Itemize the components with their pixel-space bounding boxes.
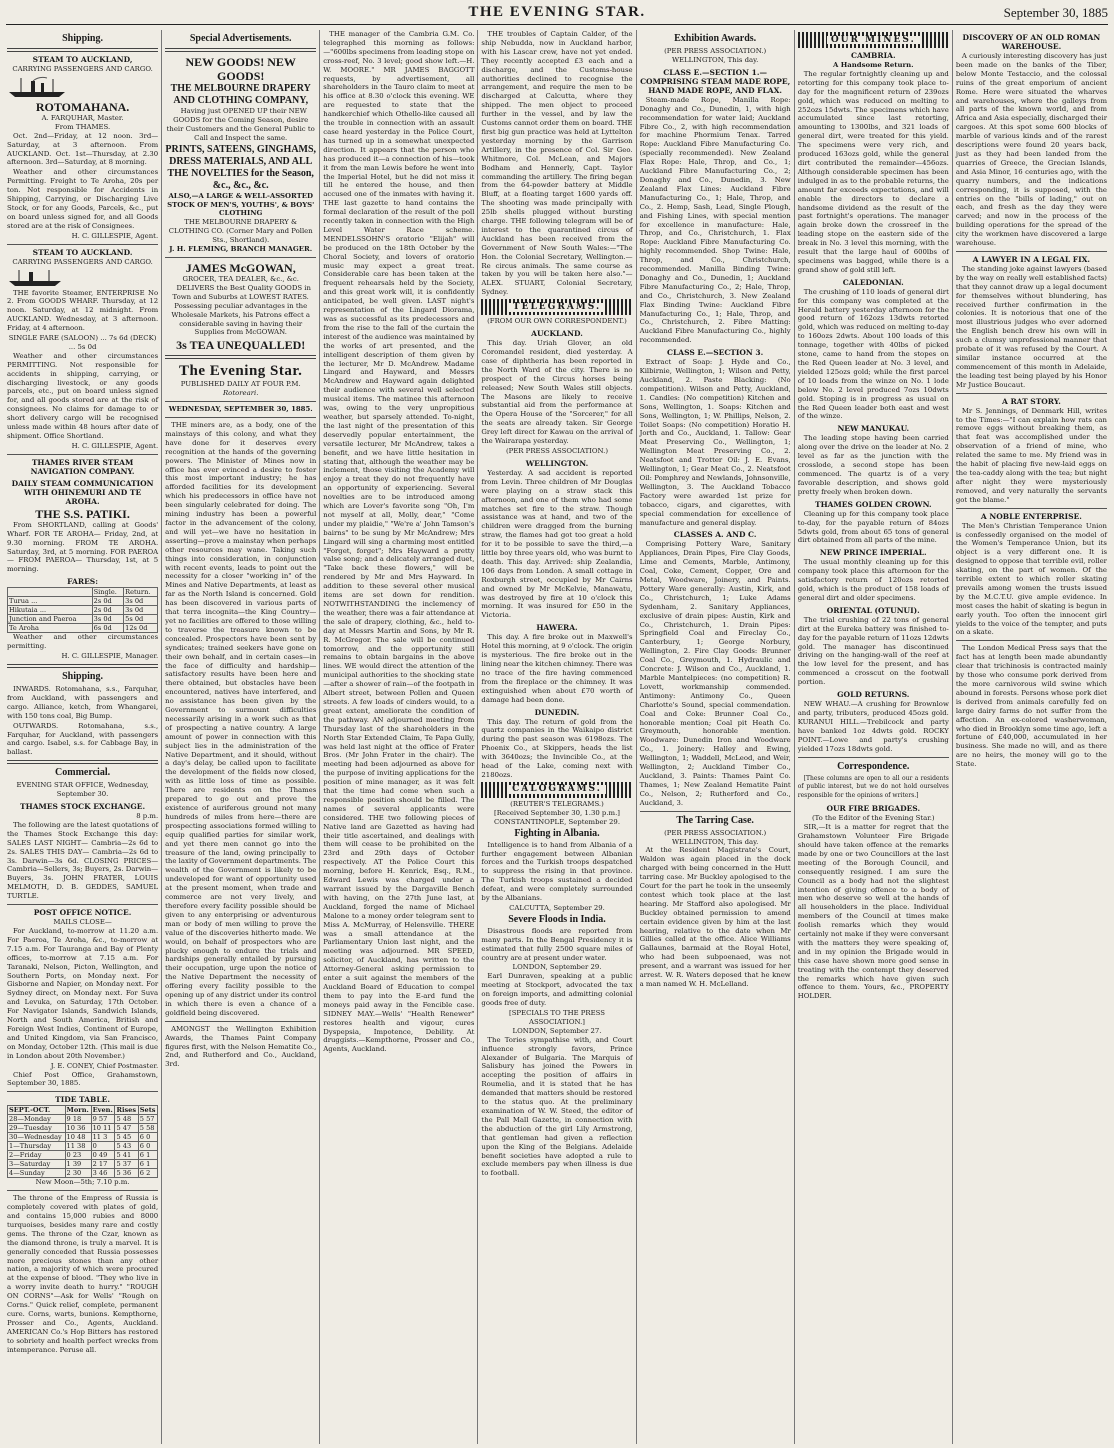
tide-cell: 10 48: [65, 1133, 91, 1142]
tide-cell: 6 2: [138, 1169, 157, 1178]
london-text: Earl Dunraven, speaking at a public meeting at Stockport, advocated the tax on foreign imports, and admitting colonial goods free of duty.: [481, 972, 633, 1008]
prints-list: PRINTS, SATEENS, GINGHAMS, DRESS MATERIALS, AND ALL THE NOVELTIES for the Season, &c., &c., &c.: [165, 143, 317, 191]
ship1-times: Oct. 2nd—Friday, at 12 noon. 3rd—Saturday, at 3 afternoon. From AUCKLAND. Oct. 1st—Thursday, at 2.30 afternoon. 3rd—Saturday, at 8 morning.: [7, 131, 159, 167]
auckland-text: This day. Uriah Glover, an old Coromandel resident, died yesterday. A case of diphtheria has been reported in the North Ward of the city. There is no prospect of the Circus horses being released; New South Wales still objects. The Masons are likely to receive substantial aid from the performance at the Opera House of the "Sorcerer," for all the seats are already taken. Sir George Grey left direct for Kawau on the arrival of the Wairarapa yesterday.: [481, 339, 633, 446]
cambria-sub: A Handsome Return.: [833, 61, 914, 69]
column-7: [953, 30, 1110, 1444]
tide-col-header: Rises: [115, 1106, 138, 1115]
fares-row: [8, 597, 158, 606]
outwards: OUTWARDS. Rotomahana, s.s., Farquhar, for Auckland, with passengers and cargo. Isabel, s.s. for Cabbage Bay, in ballast.: [7, 721, 159, 757]
commercial-heading: Commercial.: [55, 767, 111, 779]
fares-cell: Te Aroha: [8, 624, 93, 633]
fares-note: Weather and other circumstances permitting.: [7, 633, 159, 651]
tide-cell: 28—Monday: [8, 1115, 66, 1124]
tide-moon: New Moon—5th; 7.10 p.m.: [35, 1178, 130, 1187]
london2-line: LONDON, September 27.: [512, 1026, 602, 1035]
fares-cell: [8, 588, 93, 597]
ship1-master: A. FARQUHAR, Master.: [41, 113, 124, 122]
tide-row: [8, 1169, 158, 1178]
tide-cell: 10 11: [91, 1124, 115, 1133]
auckland-heading: AUCKLAND.: [531, 329, 583, 339]
roman-text: A curiously interesting discovery has just been made on the banks of the Tiber, below Monte Testaccio, and the colossal ruins of the great emporium of ancient Rome. Here were situated the wharves and warehouses, where the galleys from all parts of the known world, and from Africa and Asia especially, discharged their cargoes. At this spot some 600 blocks of marble of various kinds and of the rarest descriptions were found 20 years back, just as they had been landed from the quarries of Greece, the Grecian Islands, and Asia Minor, 16 centuries ago, with the quarry numbers, and the indications corresponding, it is supposed, with the entries on the "bills of lading," out on each, and fresh as the day they were carved; and now in the process of the building operations for the spread of the city the workmen have discovered a large warehouse.: [955, 52, 1107, 248]
tide-cell: 10 36: [65, 1124, 91, 1133]
tide-col-header: SEPT.-OCT.: [8, 1106, 66, 1115]
lawyer-heading: A LAWYER IN A LEGAL FIX.: [972, 254, 1091, 264]
river-title: THAMES RIVER STEAM NAVIGATION COMPANY.: [30, 457, 135, 476]
press-association-1: (PER PRESS ASSOCIATION.): [505, 446, 609, 455]
branch-manager: J. H. FLEMING, BRANCH MANAGER.: [169, 245, 313, 254]
fares-cell: 6s 0d: [92, 624, 124, 633]
lawyer-text: The standing joke against lawyers (based by the way on really well established facts) that they cannot draw up a legal document for themselves without blundering, has received further confirmation in the colonies. It is notorious that one of the most illustrious judges who ever adorned the English bench drew his own will in such a clumsy unprofessional manner that probate of it was refused by the Court. A similar instance occurred at the commencement of this month in Adelaide, the leading test being played by his Honor Mr Justice Boucaut.: [955, 264, 1107, 389]
fares-cell: 2s 0d: [92, 606, 124, 615]
tide-row: [8, 1142, 158, 1151]
inwards: INWARDS. Rotomahana, s.s., Farquhar, from Auckland, with passengers and cargo. Alliance, ketch, from Whangarei, with 150 tons coal, Big Bump.: [7, 684, 159, 720]
fares-row: [8, 624, 158, 633]
steam1-sub: CARRYING PASSENGERS AND CARGO.: [12, 65, 153, 73]
fares-cell: Return.: [124, 588, 158, 597]
exhibit-text-1: Steam-made Rope, Manilla Rope: Donaghy and Co., Dunedin, 1, with high recommendation for water laid; Auckland Fibre Co., 2, with high recommendation for machine Phormium Tenax. Tarred Rope: Auckland Fibre Manufacturing Co. (specially recommended). New Zealand Flax Rope: Hale, Throp, and Co., 1; Auckland Fibre Manufacturing Co., 2; Donaghy and Co., Dunedin, 3. New Zealand Flax Lines: Auckland Fibre Manufacturing Co., 1; Hale, Throp, and Co., 2. Hemp, Sash, Lead, Single Plough, and Fishing Lines, with special mention for excellence in manufacture: Hale, Throp, and Co., Christchurch, 1. Flax Rope: Auckland Fibre Manufacturing Co. highly recommended. Shop Twine: Hale, Throp, and Co., Christchurch, recommended. Manilla Binding Twine: Donaghy and Co., Dunedin, 1; Auckland Fibre Manufacturing Co., 2; Hale, Throp, and Co., Christchurch, 3. New Zealand Flax Binding Twine: Auckland Fibre Manufacturing Co., 1; Hale, Throp, and Co., Christchurch, 2. Fibre Matting: Auckland Fibre Manufacturing Co., highly recommended.: [639, 95, 791, 345]
correspondence-note: [These columns are open to all our a residents of public interest, but we do not hold ourselves responsible for the opinions of writers.]: [797, 774, 949, 800]
india-heading: Severe Floods in India.: [508, 913, 606, 925]
telegrams-heading: TELEGRAMS.: [509, 303, 605, 312]
fares-row: [8, 588, 158, 597]
fares-table: [7, 587, 158, 633]
tide-cell: 6 1: [138, 1151, 157, 1160]
post-text: For Auckland, to-morrow at 11.20 a.m. For Paeroa, Te Aroha, &c., to-morrow at 7.15 a.m. For Tauranga and Bay of Plenty offices, to-morrow at 7.15 a.m. For Taranaki, Nelson, Picton, Wellington, and Southern Ports, on Monday next. For Gisborne and Napier, on Monday next. For Sydney direct, on Monday next. For Suva and Levuka, on Saturday, 17th October. For Navigator Islands, Sandwich Islands, North and South America, British and Foreign West Indies, Continent of Europe, and United Kingdom, via San Francisco, on Monday, October 12th. (This mail is due in London about 20th November.): [7, 927, 159, 1060]
correspondence-heading: Correspondence.: [837, 760, 910, 772]
fire-sub: (To the Editor of the Evening Star.): [811, 814, 935, 823]
leader-article: THE miners are, as a body, one of the mainstays of this colony, and what they have done for it deserves every recognition at the hands of the governing powers. The Minister of Mines now in office has ever evinced a desire to foster this most important industry; he has afforded facilities for its development which his predecessors in office have not been singularly celebrated for doing. The mining industry has been a powerful factor in the advancement of the colony, and will yet—we have no hesitation in asserting—prove a mainstay when perhaps other resources may wane. Taking such things into consideration, in conjunction with recent events, leads to point out the necessity for a closer "working in" of the Mines and Native Departments, at least as far as the North Island is concerned. Gold has been discovered in various parts of that terra incognita—the King Country—yet no facilities are offered to those willing to traverse the treasure known to be concealed. Prospectors have been sent by syndicates; trained seekers have gone on their own behalf, and in certain cases—in the face of difficulty and hardship—satisfactory results have been here and there obtained, but obstacles have been encountered, natives have interfered, and no assistance has been given by the Government to surmount difficulties necessarily arising in a work such as that of prospecting a native country. A large amount of power in connection with this subject lies in the administration of the Native Department, and it should, without a day's delay, be called upon to facilitate the development of the fields now closed, with as little loss of time as possible. There are residents on the Thames prepared to go out and prove the existence of auriferous ground not many hundreds of miles from here—there are prospecting associations formed willing to equip qualified parties for similar work, and yet there men cannot go into the treasure of the land, owing principally to the laxity of Government departments. The wealth of the Government is likely to be undeveloped for want of opportunity used at the present moment, when trade and commerce are not very lively, and therefore every facility possible should be given to any enterprising or adventurous man or body of men willing to prove the value of the discoveries hitherto made. We would, on behalf of prospectors who are plucky enough to endure the trials and hardships generally entailed by pursuing their occupation, urge upon the notice of the Native Department the necessity of offering every facility possible to the opening up of any district under its control in which there is even a chance of a goldfield being discovered.: [165, 421, 317, 1017]
tide-cell: 11 3: [91, 1133, 115, 1142]
post-sign: J. E. CONEY, Chief Postmaster.: [50, 1061, 159, 1070]
fares-agent: H. C. GILLESPIE, Manager.: [61, 652, 159, 661]
exhibit-text-2: Extract of Soap: J. Hyde and Co., Kilbirnie, Wellington, 1; Wilson and Petty, Auckland, 2. Paste Blacking: (No competition). Wilson and Petty, Auckland, 1. Candles: (No competition) Kitchen and Sons, Wellington, 1. Soaps: Kitchen and Sons, Wellington, 1; W. Phillips, Nelson, 2. Toilet Soaps: (No competition) Horatio H. Jorth and Co., Auckland, 1. Tallow: Gear Meat Preserving Co., Wellington, 1; Wellington Meat Preserving Co., 2. Neatsfoot and Trotter Oil: J. E. Evans, Wellington, 1; Gear Meat Co., 2. Neatsfoot Oil: Pomphrey and Newlands, Johnsonville, Wellington, 3. The Auckland Tobacco Factory were awarded 1st prize for tobacco, cigars, and cigarettes, with special commendation for excellence of manufacture and general display.: [639, 358, 791, 527]
classes-ac-heading: CLASSES A. AND C.: [673, 530, 757, 540]
tide-cell: 6 1: [138, 1160, 157, 1169]
wellington-heading: WELLINGTON.: [525, 458, 589, 468]
fares-cell: 3s 0d: [124, 597, 158, 606]
hawera-text: This day. A fire broke out in Maxwell's Hotel this morning, at 9 o'clock. The origin is mysterious. The fire broke out in the lining near the kitchen chimney. There was no trace of the fire having commenced from the fireplace or the chimney. It was extinguished when about £70 worth of damage had been done.: [481, 633, 633, 704]
tide-col-header: Sets: [138, 1106, 157, 1115]
albania-heading: Fighting in Albania.: [514, 827, 600, 839]
calcutta-line: CALCUTTA, September 29.: [509, 903, 605, 912]
tide-heading: TIDE TABLE.: [55, 1095, 110, 1105]
fares-cell: Turua ...: [8, 597, 93, 606]
received-line: [Received September 30, 1.30 p.m.] CONSTANTINOPLE, September 29.: [493, 808, 621, 826]
office-line: EVENING STAR OFFICE, Wednesday, September 30.: [16, 781, 149, 799]
caledonian-text: The crushing of 110 loads of general dirt for this company was completed at the Herald battery yesterday afternoon for the good return of 162ozs 13dwts retorted gold, which was reduced on melting to-day to 160ozs 2dwts. About 100 loads of this tonnage, together with 40lbs of picked stone, came to hand from the stopes on the Red Queen leader at No. 3 level, and yielded 125ozs gold; while the first parcel of 10 loads from the winze on No. 1 lode below No. 2 level produced 7ozs 10dwts gold. Stoping is in progress as usual on the Red Queen leader both east and west of the winze.: [797, 287, 949, 421]
published-line: PUBLISHED DAILY AT FOUR P.M.: [180, 380, 301, 389]
tide-col-header: Even.: [91, 1106, 115, 1115]
hawera-heading: HAWERA.: [536, 623, 578, 633]
tide-cell: 5 37: [115, 1160, 138, 1169]
newspaper-title: THE EVENING STAR.: [468, 4, 646, 20]
tide-cell: 0 23: [65, 1151, 91, 1160]
post-heading: POST OFFICE NOTICE.: [33, 908, 132, 918]
col1-tail: The throne of the Empress of Russia is completely covered with plates of gold, and contains 15,000 rubies and 8000 turquoises, besides many rare and costly gems. The throne of the Czar, known as the diamond throne, is truly a marvel. It is generally conceded that Russia possesses more precious stones than any other nation, a majority of which were procured at the expense of blood. "They who live in a worry invite death to hurry." "ROUGH ON CORNS"—Ask for Wells' "Rough on Corns." Quick relief, complete, permanent cure. Corns, warts, bunions. Kempthorne, Prosser and Co., Agents, Auckland. AMERICAN Co.'s Hop Bitters has restored to sobriety and health perfect wrecks from intemperance. Peruse all.: [7, 1194, 159, 1354]
ship1-from: From THAMES.: [54, 122, 111, 131]
tide-row: [8, 1160, 158, 1169]
albania-text: Intelligence is to hand from Albania of a further engagement between Albanian forces and the Turkish troops despatched to suppress the rising in that province. The Turkish troops sustained a decided defeat, and were completely surrounded by the Albanians.: [481, 840, 633, 903]
local-news: THE manager of the Cambria G.M. Co. telegraphed this morning as follows:—"600lbs specimens from leading stope on cross-reef, No. 3 level; good show left.—H. W. MOORE." MR JAMES BAGGOTT requests, by advertisement, all shareholders in the Tauro claim to meet at his office at 8.30 o'clock this evening. WE are requested to state that the handkerchief which Othello-like caused all the trouble in connection with an assault case heard yesterday in the Police Court, has turned up in a somewhat unexpected direction. It appears that the person who has produced it—a connection of his—took it from the man Lewis before he went into the Imperial Hotel, but he did not miss it till he entered the house, and then accused one of the inmates with having it. THE last gazette to hand contains the formal declaration of the result of the poll recently taken in connection with the High Level Water Race scheme. MENDELSSOHN'S oratorio "Elijah" will be produced on the 18th October by the Choral Society, and lovers of oratorio music may expect a great treat. Considerable care has been taken at the frequent rehearsals held by the Society, and this great work will, it is confidently anticipated, be well given. LAST night's representation of the Lingard Diorama, was as successful as its predecessors and from the rise to the fall of the curtain the interest of the audience was maintained by the works of art presented, and the intelligent description of them given by the lecturer, Mr D. McAndrew. Madame Lingard and Hayward, and Messrs McAndrew and Hayward again delighted their audience with several well selected musical items. The matinee this afternoon was, owing to the very unpropitious weather, but sparsely attended. To-night, the last night of the presentation of this deservedly popular entertainment, the versatile lecturer, Mr McAndrew, takes a benefit, and we have little hesitation in stating that, although the weather may be inclement, those visiting the Academy will enjoy a treat they do not frequently have an opportunity of experiencing. Several novelties are to be introduced among which are Lover's favorite song "Oh, I'm not myself at all, Molly, dear," "Come under my plaidie," "We're a' John Tamson's bairns" to be sung by Mr McAndrew; Mrs Lingard will sing a charming most entitled "Forget, forget"; Mrs Hayward a pretty valse song; and a delicately arranged duet, "Take back these flowers," will be rendered by Mr and Mrs Hayward. In addition to these several other musical items are set down for rendition. NOTWITHSTANDING the inclemency of the weather, there was a fair attendance at the sale of drapery, clothing, &c., held to-day at Messrs Martin and Sons, by Mr R. R. McGregor. The sale will be continued tomorrow, and the opportunity still remains to obtain bargains in the above lines. WE would direct the attention of the municipal authorities to the shocking state—after a shower of rain—of the footpath in Albert street, between Pollen and Queen streets. A few loads of cinders would, to a great extent, ameliorate the condition of the pathway. AN adjourned meeting from Thursday last of the shareholders in the North Star Extended Claim, Te Papa Gully, was held last night at the office of Frater Bros. (Mr John Frater in the chair). The meeting had been adjourned as above for the purpose of inviting applications for the position of mine manager, as it was felt that the time had come when such a responsible position should be filled. The names of several applicants were considered. THE two following pieces of Native land are Gazetted as having had their title ascertained, and dealings with them will cease to be prohibited on the 23rd and 29th days of October respectively. AT the Police Court this morning, before H. Kenrick, Esq., R.M., Edward Lewis was charged under a warrant issued by the Dargaville Bench with having, on the 27th June last, at Auckland, forged the name of Michael Malone to a money order telegram sent to Miss A. McMurray, of Helensville. THERE was a small attendance at the Parliamentary Union last night, and the meeting was adjourned. MR SPEED, solicitor, of Auckland, has written to the Attorney-General asking permission to enter a suit against the members of the Auckland Board of Education to compel them to pay into the E-ard fund the moneys paid away in the Fencible case. SIDNEY MAY.—Wells' "Health Renewer" restores health and vigour, cures Dyspepsia, Impotence, Debility. At druggists.—Kempthorne, Prosser and Co., Agents, Auckland.: [323, 30, 475, 1054]
cambria-heading: CAMBRIA.: [850, 51, 896, 60]
tide-cell: 3 46: [91, 1169, 115, 1178]
grocer-line: GROCER, TEA DEALER, &c., &c.: [182, 274, 299, 283]
telegrams-banner: [481, 299, 632, 315]
tarring-text: At the Resident Magistrate's Court, Waldon was again placed in the dock charged with being concerned in the Hutt tarring case. Mr Buckley apologised to the Court for the part he took in the unseemly contest which took place at the last hearing. Mr Stafford also apologised. Mr Buckley obtained permission to amend certain evidence given by him at the last hearing, relative to the date when Mr Gillies called at the office. Alice Williams Gallaunes, barmaid at the Royal Hotel, who had been subpoenaed, was not present, and a warrant was issued for her arrest. W. R. Waters deposed that he knew a man named W. H. McLelland.: [639, 846, 791, 988]
tide-row: [8, 1115, 158, 1124]
mcgowan-text: DELIVERS the Best Quality GOODS in Town and Suburbs at LOWEST RATES. Possessing peculiar advantages in the Wholesale Markets, his Patrons effect a considerable saving in having their Supplies from McGOWAN.: [171, 283, 311, 337]
exchange-time: 8 p.m.: [136, 812, 159, 821]
steam2-text: THE favorite Steamer, ENTERPRISE No 2. From GOODS WHARF. Thursday, at 12 noon. Saturday, at 12 midnight. From AUCKLAND. Wednesday, at 3 afternoon. Friday, at 4 afternoon.: [7, 288, 159, 333]
tarring-sub: (PER PRESS ASSOCIATION.) WELLINGTON, This day.: [664, 828, 767, 846]
tide-cell: 2 17: [91, 1160, 115, 1169]
tide-cell: 3—Saturday: [8, 1160, 66, 1169]
calograms-banner: [481, 782, 632, 798]
issue-date: September 30, 1885: [1003, 5, 1108, 20]
fares-cell: 5s 0d: [124, 615, 158, 624]
golden-crown-heading: THAMES GOLDEN CROWN.: [814, 499, 932, 509]
column-3: [320, 30, 478, 1444]
exhibition-heading: Exhibition Awards.: [674, 33, 757, 44]
reuters-line: (REUTER'S TELEGRAMS.): [510, 799, 604, 808]
tide-cell: 0 49: [91, 1151, 115, 1160]
columns: [4, 30, 1110, 1444]
fares-row: [8, 606, 158, 615]
tide-cell: 6 0: [138, 1133, 157, 1142]
india-text: Disastrous floods are reported from many parts. In the Bengal Presidency it is estimated that fully 2500 square miles of country are at present under water.: [481, 926, 633, 962]
roman-heading: DISCOVERY OF AN OLD ROMAN WAREHOUSE.: [962, 33, 1101, 51]
wellington-text: Yesterday. A sad accident is reported from Levin. Three children of Mr Douglas were playing on a straw stack this afternoon, and one of them who had some matches set fire to the straw. Though assistance was at hand, and two of the children were dragged from the burning straw, the flames had got too great a hold for it to be possible to save the third,—a little boy three years old, who was burnt to death. This day. Arrived: ship Zealandia, 106 days from London. A small cottage in Roxburgh street, occupied by Mr Cairns and owned by Mr McKelvie, Manawatu, was destroyed by fire at 10 o'clock this morning. It was insured for £50 in the Victoria.: [481, 468, 633, 620]
patiki-text: From SHORTLAND, calling at Goods' Wharf. FOR TE AROHA— Friday, 2nd, at 9.30 morning. FROM TE AROHA. Saturday, 3rd, at 5 morning. FOR PAEROA— FROM PAEROA— Thursday, 1st, at 5 morning.: [7, 520, 159, 574]
mines-heading: OUR MINES.: [827, 36, 920, 45]
drapery-text: Having just OPENED UP their NEW GOODS for the Coming Season, desire their Customers and the General Public to Call and Inspect the same.: [166, 107, 315, 142]
tide-cell: 6 0: [138, 1142, 157, 1151]
exhibit-press: (PER PRESS ASSOCIATION.): [664, 47, 767, 55]
also-clothing: ALSO,—A LARGE & WELL-ASSORTED STOCK OF MEN'S, YOUTHS', & BOYS' CLOTHING: [167, 191, 315, 218]
rotoreari: Rotoreari.: [222, 389, 259, 398]
new-manukau-text: The leading stope having been carried along over the drive on the leader at No. 2 level as far as the junction with the crosslode, a second stope has been commenced. The quartz is of a very favorable description, and shows gold pretty freely when broken down.: [797, 434, 949, 496]
oriental-heading: ORIENTAL (OTUNUI).: [826, 605, 920, 615]
new-prince-heading: NEW PRINCE IMPERIAL.: [819, 548, 927, 558]
fares-cell: Hikutaia ...: [8, 606, 93, 615]
drapery-name: THE MELBOURNE DRAPERY AND CLOTHING COMPANY,: [170, 83, 311, 106]
noble-text: The Men's Christian Temperance Union is confessedly organised on the model of the Women's Temperance Union, but its object is a very different one. It is designed to oppose that terrible evil, roller skating, on the part of women. Of the terrible extent to which roller skating prevails among women the trusts issued by the M.C.T.U. give ample evidence. In most cases the habit of skating is begun in early youth. Too often the innocent girl yields to the voice of the tempter, and puts on a skate.: [955, 521, 1107, 637]
tide-cell: 1 39: [65, 1160, 91, 1169]
steam2-title: STEAM TO AUCKLAND.: [32, 247, 133, 257]
fares-cell: 2s 0d: [92, 597, 124, 606]
drapery-footer: THE MELBOURNE DRAPERY & CLOTHING CO. (Corner Mary and Pollen Sts., Shortland).: [168, 218, 313, 245]
ship1-weather: Weather and other circumstances Permitting. Freight to Te Aroha, 20s per ton. Not responsible for Accidents in Shipping, Carrying, or Discharging Live Stock, or for any Goods, Parcels, &c., put on board unless signed for, and all Goods stored are at the risk of Consignees.: [7, 168, 159, 230]
tide-cell: 9 57: [91, 1115, 115, 1124]
fares-cell: Junction and Paeroa: [8, 615, 93, 624]
new-manukau-heading: NEW MANUKAU.: [837, 424, 910, 434]
fire-brigades-heading: OUR FIRE BRIGADES.: [826, 804, 921, 814]
steamer-icon-2: [7, 269, 63, 287]
fares-cell: 3s 0d: [124, 606, 158, 615]
tea-ad: 3s TEA UNEQUALLED!: [176, 338, 306, 353]
gold-returns-heading: GOLD RETURNS.: [837, 690, 910, 700]
mcgowan-name: JAMES McGOWAN,: [185, 260, 296, 275]
exhibit-wellington: WELLINGTON, This day.: [671, 55, 759, 64]
medical-text: The London Medical Press says that the fact has at length been made abundantly clear that trichinosis is contracted mainly by those who consume pork derived from the more carnivorous wild swine which abound in forests. Persons whose pork diet is derived from animals carefully fed on large dairy farms do not suffer from the affection. An ex-colored washerwoman, who died in Brooklyn some time ago, left a fortune of £40,000, accumulated in her business. She made no will, and as there are no heirs, the money will go to the State.: [955, 644, 1107, 769]
post-footer: Chief Post Office, Grahamstown, September 30, 1885.: [7, 1070, 159, 1088]
mines-banner: [798, 32, 949, 48]
tide-cell: 2 30: [65, 1169, 91, 1178]
london2-text: The Tories sympathise with, and Court influence strongly favors, Prince Alexander of Bulgaria. The Marquis of Salisbury has joined the Powers in accepting the position of affairs in Roumelia, and it is stated that he has demanded that matters should be restored to the status quo. At the preliminary examination of W. W. Steed, the editor of the Pall Mall Gazette, in connection with the abduction of the girl Lily Armstrong, that gentleman had given a reflection upon the King of the Belgians. Adelaide benefit societies have adopted a rule to exclude members pay when illness is due to football.: [481, 1035, 633, 1178]
fares-heading: FARES:: [67, 577, 98, 587]
class-e3-heading: CLASS E.—SECTION 3.: [667, 348, 764, 358]
steam1-title: STEAM TO AUCKLAND,: [32, 55, 133, 64]
masthead: [6, 2, 1108, 25]
rat-heading: A RAT STORY.: [1002, 396, 1061, 406]
tide-cell: 2—Friday: [8, 1151, 66, 1160]
tide-cell: 30—Wednesday: [8, 1133, 66, 1142]
own-correspondent: (FROM OUR OWN CORRESPONDENT.): [487, 317, 627, 326]
fares-row: [8, 615, 158, 624]
col4-news: THE troubles of Captain Calder, of the ship Nebudda, now in Auckland harbor, with his Lascar crew, have not yet ended. They recently accepted £3 each and a discharge, and the Customs-house authorities declined to recognise the arrangement, and require the men to be discharged at Calcutta, where they shipped. The men object to proceed further in the vessel, and by law the Customs cannot order them on board. THE first big gun practice was held at Lyttelton yesterday morning by the Garrison Artillery, in the presence of Col. Sir Geo. Whitmore, Col. McLean, and Majors Bodham and Hennerly, Capt. Taylor commanding the artillery. The firing began from the 64-powder battery at Middle Bluff, at a floating target 1600 yards off. The shooting was made principally with 25lb shells plugged without bursting charge. THE following telegram will be of interest to the quarantined circus of Auckland has been received from the Government of New South Wales:—"The Hon. the Colonial Secretary, Wellington.—Re circus animals. The same course as taken by you will be taken here also."—ALEX. STUART, Colonial Secretary, Sydney.: [481, 30, 633, 297]
rat-text: Mr S. Jennings, of Denmark Hill, writes to the Times:—"I can explain how rats can remove eggs without breaking them, as that feat was accomplished under the observation of a friend of mine, who related the same to me. My friend was in the habit of placing five new-laid eggs on the tea-caddy along with the tea; but night after night they were mysteriously removed, and very naturally the servants got the blame.": [955, 406, 1107, 504]
column-2: [162, 30, 320, 1444]
tide-row: [8, 1151, 158, 1160]
steam2-sub: CARRYING PASSENGERS AND CARGO.: [12, 257, 153, 266]
shipping2-heading: Shipping.: [62, 670, 103, 682]
fares-cell: 12s 0d: [124, 624, 158, 633]
mails-close: MAILS CLOSE—: [53, 918, 112, 927]
tide-cell: 4—Sunday: [8, 1169, 66, 1178]
daily-title: DAILY STEAM COMMUNICATION WITH OHINEMURI AND TE AROHA.: [11, 478, 154, 506]
steamer-icon: [7, 76, 67, 98]
column-1: [4, 30, 162, 1444]
tide-cell: 9 18: [65, 1115, 91, 1124]
column-6: [795, 30, 953, 1444]
exchange-heading: THAMES STOCK EXCHANGE.: [20, 802, 146, 812]
tide-cell: 5 48: [115, 1115, 138, 1124]
ship1-name: ROTOMAHANA.: [35, 99, 130, 114]
ship1-agent: H. C. GILLESPIE, Agent.: [71, 231, 159, 240]
tide-row: [8, 1124, 158, 1133]
fares-cell: Single.: [92, 588, 124, 597]
tide-table: [7, 1105, 158, 1178]
edition-date: WEDNESDAY, SEPTEMBER 30, 1885.: [168, 405, 313, 414]
tide-cell: 5 45: [115, 1133, 138, 1142]
steam2-agent: H. C. GILLESPIE, Agent.: [71, 441, 159, 450]
steam2-notes: Weather and other circumstances PERMITTING. Not responsible for accidents in shipping, carrying, or discharging livestock, or any goods parcels, etc., put on board unless signed for, and all goods stored are at the risk of consignees. No claims for damage to or short delivery cargo will be recognised unless made within 48 hours after date of shipment. Office Shortland.: [7, 351, 159, 440]
new-goods-heading: NEW GOODS! NEW GOODS!: [185, 55, 296, 83]
fares-cell: 3s 0d: [92, 615, 124, 624]
tide-col-header: Morn.: [65, 1106, 91, 1115]
class-e-heading: CLASS E.—SECTION 1.—COMPRISING STEAM MADE ROPE, HAND MADE ROPE, AND FLAX.: [640, 67, 791, 95]
tide-cell: 5 58: [138, 1124, 157, 1133]
caledonian-heading: CALEDONIAN.: [842, 277, 904, 287]
exchange-text: The following are the latest quotations of the Thames Stock Exchange this day: SALES LAST NIGHT— Cambria—2s 6d to 2s. SALES THIS DAY— Cambria—2s 6d to 3s. Darwin—3s 6d. CLOSING PRICES— Cambria—Sellers, 3s; Buyers, 2s. Darwin—Buyers, 3s. JOHN FRATER, LOUIS MELMOTH, D. B. GEDDES, SAMUEL TURTLE.: [7, 820, 159, 901]
column-5: [637, 30, 795, 1444]
tide-cell: 5 43: [115, 1142, 138, 1151]
col2-tail: AMONGST the Wellington Exhibition Awards, the Thames Paint Company figures first, with the Nelson Hematite Co., 2nd, and Rutherford and Co., Auckland, 3rd.: [165, 1024, 317, 1069]
tide-cell: 5 41: [115, 1151, 138, 1160]
patiki-name: THE S.S. PATIKI.: [35, 506, 130, 521]
tide-cell: 1—Thursday: [8, 1142, 66, 1151]
calograms-heading: CALOGRAMS.: [508, 785, 606, 794]
paper-title: The Evening Star.: [179, 363, 303, 380]
tide-cell: 11 38: [65, 1142, 91, 1151]
dunedin-text: This day. The return of gold from the quartz companies in the Waikaipo district during the past season was 6198ozs. The Phoenix Co., at Skippers, heads the list with 3640ozs; the Invincible Co., at the head of the Lake, coming next with 2180ozs.: [481, 717, 633, 779]
dunedin-heading: DUNEDIN.: [534, 707, 580, 717]
special-ads-heading: Special Advertisements.: [189, 33, 292, 44]
tide-cell: 5 36: [115, 1169, 138, 1178]
shipping-heading: Shipping.: [62, 33, 103, 44]
fire-text: SIR,—It is a matter for regret that the Grahamstown Volunteer Fire Brigade should have taken offence at the remarks made by one or two Councillors at the last meeting of the Borough Council, and consequently resigned. I am sure the Council as a body had not the slightest intention of giving offence to a body of men who deserve so well at the hands of all householders in the place. Individual members of the Council at times make foolish remarks which they would certainly not make if they were conversant with the matters they were speaking of, and in my opinion the Brigade would in this case have shown more good sense in treating with the contempt they deserved the remarks which have given such offence to them. Yours, &c., PROPERTY HOLDER.: [797, 823, 949, 1001]
gold-returns-text: NEW WHAU.—A crushing for Brownlow and party, tributers, produced 45ozs gold. KURANUI HILL.—Trebilcock and party have banked 1oz 4dwts gold. ROCKY POINT.—Lowe and party's crushing yielded 17ozs 18dwts gold.: [797, 700, 949, 753]
column-4: [478, 30, 636, 1444]
exhibit-text-3: Comprising Pottery Ware, Sanitary Appliances, Drain Pipes, Fire Clay Goods, Lime and Cements, Marble, Antimony, Coal, Coke, Cement, Copper, Ore and Metal, Woodware, Joinery, and Paints. Pottery Ware generally: Austin, Kirk, and Co., Christchurch, 1; Luke Adams Sydenham, 2. Sanitary Appliances, exclusive of drain pipes: Austin, Kirk and Co., Christchurch, 1. Drain Pipes: Springfield Coal and Fireclay Co., Canterbury, 1; George Norbury, Wellington, 2. Fire Clay Goods: Brunner Coal Co., Greymouth, 1. Hydraulic and Concrete: J. Wilson and Co., Auckland, 1. Marble Mantelpieces: (no competition) R. Lovett, workmanship commended. Antimony: Antimony Co., Queen Charlotte's Sound, special commendation. Coal and Coke: Brunner Coal Co., honorable mention; Coal pit Heath Co. Greymouth, honorable mention. Woodware: Dunedin Iron and Woodware Co., 1. Joinery: Halley and Ewing, Wellington, 1; Waddell, McLeod, and Weir, Wellington, 2; Auckland Timber Co., Auckland, 3. Paints: Thames Paint Co. Thames, 1; New Zealand Hematite Paint Co., Nelson, 2; Rutherford and Co., Auckland, 3.: [639, 540, 791, 807]
tide-row: [8, 1133, 158, 1142]
noble-heading: A NOBLE ENTERPRISE.: [980, 511, 1082, 521]
oriental-text: The trial crushing of 22 tons of general dirt at the Eureka battery was finished to-day for the payable return of 11ozs 12dwts gold. The manager has discontinued driving on the hanging-wall of the reef at the low level for the present, and has commenced a crosscut on the footwall portion.: [797, 615, 949, 687]
tarring-heading: The Tarring Case.: [676, 814, 754, 826]
tide-cell: 5 57: [138, 1115, 157, 1124]
single-fare: SINGLE FARE (SALOON) ... 7s 6d (DECK) ... 5s 0d: [8, 334, 157, 351]
cambria-text: The regular fortnightly cleaning up and retorting for this company took place to-day for the magnificent return of 239ozs gold, which was reduced on melting to 252ozs 15dwts. The specimens which have accumulated since last retorting, amounting to 1300lbs, and 321 loads of general dirt, were treated for this yield. The specimens were very rich, and produced 163ozs gold, while the general dirt contributed the remainder—456ozs. Although considerable specimen has been indulged in as to the probable returns, the amount far exceeds expectations, and will enable the directors to declare a handsome dividend as the result of the past fortnight's operations. The manager again broke down the crossreef in the leading stope on the eastern side of the break in No. 3 level this morning, with the result that the large haul of 600lbs of specimens was bagged, while there is a grand show of gold still left.: [797, 69, 949, 274]
tide-cell: 29—Tuesday: [8, 1124, 66, 1133]
tide-cell: 0: [91, 1142, 115, 1151]
golden-crown-text: Cleaning up for this company took place to-day, for the payable return of 84ozs 5dwts gold, from about 65 tons of general dirt obtained from all parts of the mine.: [797, 509, 949, 545]
new-prince-text: The usual monthly cleaning up for this company took place this afternoon for the satisfactory return of 120ozs retorted gold, which is the product of 158 loads of general dirt and older specimens.: [797, 558, 949, 602]
specials-line: [SPECIALS TO THE PRESS ASSOCIATION.]: [509, 1009, 605, 1026]
london-line: LONDON, September 29.: [512, 963, 602, 972]
tide-cell: 5 47: [115, 1124, 138, 1133]
